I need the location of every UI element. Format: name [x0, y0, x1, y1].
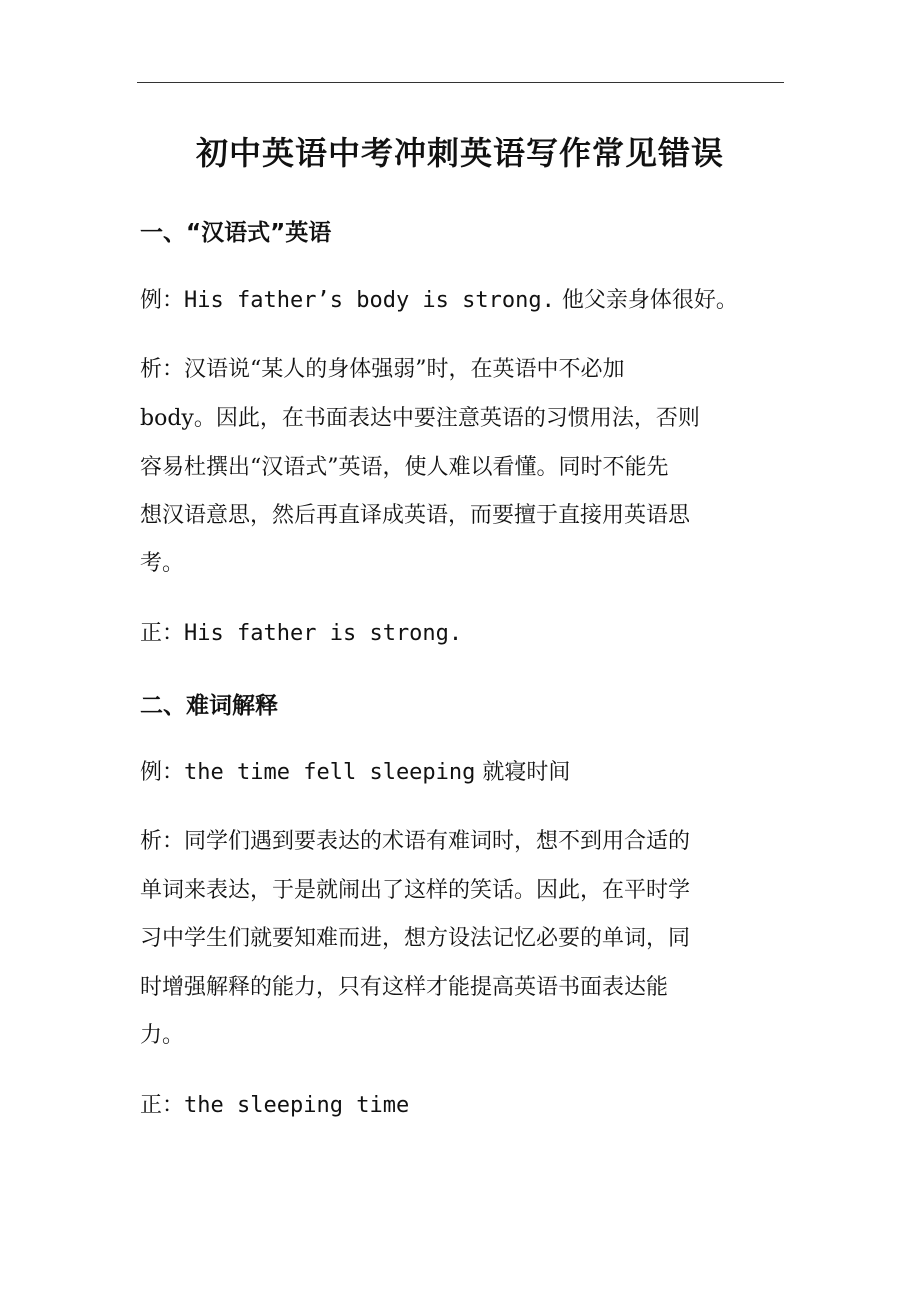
- analysis-line: 析：同学们遇到要表达的术语有难词时，想不到用合适的: [140, 829, 691, 854]
- document-title: 初中英语中考冲刺英语写作常见错误: [195, 134, 724, 172]
- analysis-line: 单词来表达，于是就闹出了这样的笑话。因此，在平时学: [140, 878, 691, 903]
- analysis-line: 想汉语意思，然后再直译成英语，而要擅于直接用英语思: [140, 503, 691, 528]
- example-chinese: 就寝时间: [475, 760, 571, 785]
- analysis-line: 力。: [140, 1023, 185, 1048]
- example-line-1: [140, 286, 760, 316]
- example-prefix: 例：: [140, 288, 185, 313]
- analysis-line: 考。: [140, 551, 185, 576]
- correct-prefix: 正：: [140, 1093, 185, 1118]
- correct-prefix: 正：: [140, 621, 185, 646]
- analysis-line: body。因此，在书面表达中要注意英语的习惯用法，否则: [140, 406, 700, 431]
- correct-english: the sleeping time: [184, 1093, 410, 1118]
- correct-english: His father is strong.: [184, 621, 463, 646]
- example-english: His father’s body is strong.: [184, 288, 555, 313]
- analysis-line: 习中学生们就要知难而进，想方设法记忆必要的单词，同: [140, 926, 691, 951]
- example-chinese: 他父亲身体很好。: [554, 288, 738, 313]
- example-prefix: 例：: [140, 760, 185, 785]
- section-heading-1: 一、“汉语式”英语: [140, 220, 332, 246]
- analysis-line: 容易杜撰出“汉语式”英语，使人难以看懂。同时不能先: [140, 455, 669, 480]
- analysis-line: 时增强解释的能力，只有这样才能提高英语书面表达能: [140, 975, 669, 1000]
- example-english: the time fell sleeping: [184, 760, 476, 785]
- section-heading-2: 二、难词解释: [140, 693, 278, 719]
- example-line-2: [140, 758, 760, 788]
- correct-line-1: [140, 619, 760, 649]
- analysis-line: 析：汉语说“某人的身体强弱”时，在英语中不必加: [140, 357, 625, 382]
- correct-line-2: [140, 1091, 760, 1121]
- top-rule: [137, 82, 784, 83]
